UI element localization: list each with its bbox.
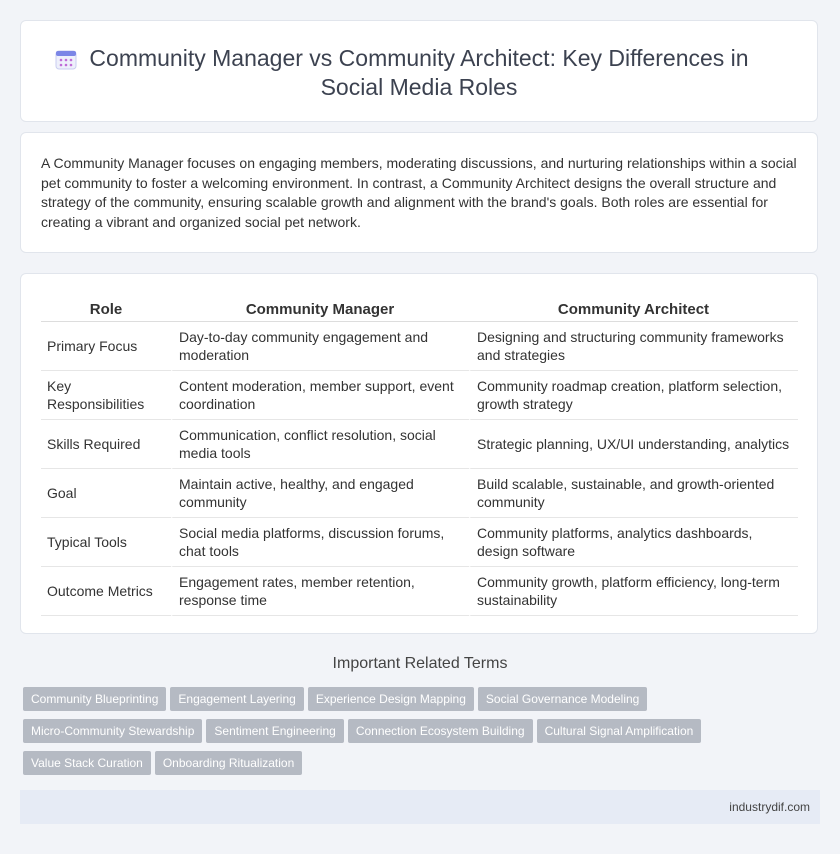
page-title xyxy=(21,44,817,102)
table-row xyxy=(41,420,798,469)
comparison-card xyxy=(20,273,818,634)
header-community-architect: Community Architect xyxy=(469,295,798,322)
manager-cell: Engagement rates, member retention, response time xyxy=(171,567,469,616)
row-label: Key Responsibilities xyxy=(41,371,171,420)
architect-cell: Community growth, platform efficiency, long-term sustainability xyxy=(469,567,798,616)
table-row xyxy=(41,567,798,616)
manager-cell: Content moderation, member support, event coordination xyxy=(171,371,469,420)
related-term-tag[interactable]: Value Stack Curation xyxy=(23,751,151,775)
architect-cell: Community roadmap creation, platform selection, growth strategy xyxy=(469,371,798,420)
related-terms-title: Important Related Terms xyxy=(332,655,508,672)
architect-cell: Designing and structuring community frameworks and strategies xyxy=(469,322,798,371)
row-label: Typical Tools xyxy=(41,518,171,567)
row-label: Primary Focus xyxy=(41,322,171,371)
manager-cell: Day-to-day community engagement and moderation xyxy=(171,322,469,371)
related-term-tag[interactable]: Sentiment Engineering xyxy=(206,719,343,743)
architect-cell: Strategic planning, UX/UI understanding, analytics xyxy=(469,420,798,469)
header-role: Role xyxy=(41,295,171,322)
architect-cell: Community platforms, analytics dashboards, design software xyxy=(469,518,798,567)
page-title-line-1: Community Manager vs Community Architect: Key Differences in xyxy=(89,45,749,71)
row-label: Goal xyxy=(41,469,171,518)
related-term-tag[interactable]: Micro-Community Stewardship xyxy=(23,719,202,743)
architect-cell: Build scalable, sustainable, and growth-oriented community xyxy=(469,469,798,518)
intro-paragraph: A Community Manager focuses on engaging members, moderating discussions, and nurturing relationships within a social pet community to foster a welcoming environment. In contrast, a Community Architect designs the overall structure and strategy of the community, ensuring scalable growth and alignment with the brand's goals. Both roles are essential for creating a vibrant and organized social pet network. xyxy=(41,155,797,230)
footer-site-link[interactable]: industrydif.com xyxy=(729,800,810,814)
related-term-tag[interactable]: Social Governance Modeling xyxy=(478,687,647,711)
related-terms-list xyxy=(23,687,823,783)
manager-cell: Maintain active, healthy, and engaged community xyxy=(171,469,469,518)
comparison-table xyxy=(41,295,798,616)
row-label: Outcome Metrics xyxy=(41,567,171,616)
manager-cell: Communication, conflict resolution, social media tools xyxy=(171,420,469,469)
related-term-tag[interactable]: Experience Design Mapping xyxy=(308,687,474,711)
title-card xyxy=(20,20,818,122)
related-term-tag[interactable]: Connection Ecosystem Building xyxy=(348,719,533,743)
table-row xyxy=(41,322,798,371)
table-row xyxy=(41,371,798,420)
related-term-tag[interactable]: Community Blueprinting xyxy=(23,687,166,711)
page-title-line-2: Social Media Roles xyxy=(320,74,518,100)
table-row xyxy=(41,469,798,518)
table-row xyxy=(41,518,798,567)
related-term-tag[interactable]: Cultural Signal Amplification xyxy=(537,719,702,743)
table-header-row xyxy=(41,295,798,322)
intro-card xyxy=(20,132,818,253)
footer xyxy=(20,790,820,824)
row-label: Skills Required xyxy=(41,420,171,469)
related-term-tag[interactable]: Engagement Layering xyxy=(170,687,303,711)
manager-cell: Social media platforms, discussion forums, chat tools xyxy=(171,518,469,567)
header-community-manager: Community Manager xyxy=(171,295,469,322)
related-term-tag[interactable]: Onboarding Ritualization xyxy=(155,751,302,775)
